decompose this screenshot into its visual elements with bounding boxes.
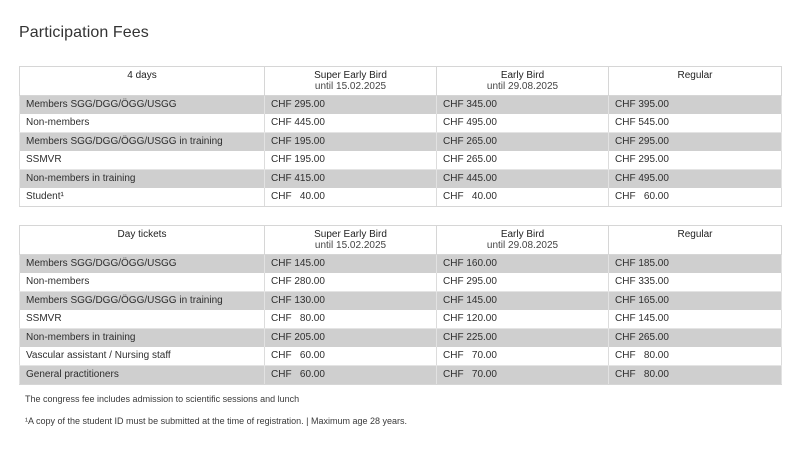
table-row: [20, 170, 782, 189]
price-cell: CHF 165.00: [609, 292, 782, 311]
table-row: [20, 310, 782, 329]
price-cell: CHF 265.00: [437, 151, 609, 170]
price-cell: CHF 545.00: [609, 114, 782, 133]
price-cell: CHF 205.00: [265, 329, 437, 348]
price-cell: CHF 80.00: [609, 347, 782, 366]
row-label: SSMVR: [20, 151, 265, 170]
price-cell: CHF 280.00: [265, 273, 437, 292]
price-cell: CHF 295.00: [609, 133, 782, 152]
page-title: Participation Fees: [19, 24, 149, 41]
column-header: 4 days: [20, 67, 265, 96]
price-cell: CHF 60.00: [265, 347, 437, 366]
price-cell: CHF 40.00: [437, 188, 609, 207]
price-cell: CHF 335.00: [609, 273, 782, 292]
table-header-row: [20, 226, 782, 255]
price-cell: CHF 145.00: [437, 292, 609, 311]
row-label: Members SGG/DGG/ÖGG/USGG: [20, 96, 265, 115]
price-cell: CHF 225.00: [437, 329, 609, 348]
price-cell: CHF 60.00: [609, 188, 782, 207]
price-cell: CHF 195.00: [265, 133, 437, 152]
column-header: Regular: [609, 67, 782, 96]
price-cell: CHF 160.00: [437, 255, 609, 274]
fee-inclusion-note: The congress fee includes admission to scientific sessions and lunch: [25, 394, 300, 404]
price-cell: CHF 265.00: [609, 329, 782, 348]
price-cell: CHF 395.00: [609, 96, 782, 115]
table-row: [20, 329, 782, 348]
table-row: [20, 188, 782, 207]
column-header: Day tickets: [20, 226, 265, 255]
price-cell: CHF 345.00: [437, 96, 609, 115]
price-cell: CHF 495.00: [609, 170, 782, 189]
column-header: Regular: [609, 226, 782, 255]
row-label: SSMVR: [20, 310, 265, 329]
column-header: Super Early Bird until 15.02.2025: [265, 226, 437, 255]
price-cell: CHF 445.00: [437, 170, 609, 189]
table-row: [20, 347, 782, 366]
row-label: Non-members: [20, 273, 265, 292]
row-label: Non-members in training: [20, 170, 265, 189]
price-cell: CHF 295.00: [265, 96, 437, 115]
column-header: Early Bird until 29.08.2025: [437, 67, 609, 96]
table-row: [20, 151, 782, 170]
price-cell: CHF 70.00: [437, 347, 609, 366]
price-cell: CHF 145.00: [609, 310, 782, 329]
table-row: [20, 133, 782, 152]
row-label: Members SGG/DGG/ÖGG/USGG in training: [20, 133, 265, 152]
table-row: [20, 96, 782, 115]
row-label: Vascular assistant / Nursing staff: [20, 347, 265, 366]
price-cell: CHF 70.00: [437, 366, 609, 385]
price-cell: CHF 195.00: [265, 151, 437, 170]
column-header: Super Early Bird until 15.02.2025: [265, 67, 437, 96]
column-header: Early Bird until 29.08.2025: [437, 226, 609, 255]
price-cell: CHF 265.00: [437, 133, 609, 152]
table-row: [20, 366, 782, 385]
row-label: Non-members in training: [20, 329, 265, 348]
table-header-row: [20, 67, 782, 96]
price-cell: CHF 295.00: [609, 151, 782, 170]
row-label: Members SGG/DGG/ÖGG/USGG: [20, 255, 265, 274]
price-cell: CHF 60.00: [265, 366, 437, 385]
four-day-fees-table: [19, 66, 782, 207]
day-ticket-fees-table: [19, 225, 782, 385]
price-cell: CHF 80.00: [609, 366, 782, 385]
table-row: [20, 292, 782, 311]
price-cell: CHF 185.00: [609, 255, 782, 274]
price-cell: CHF 415.00: [265, 170, 437, 189]
student-id-footnote: ¹A copy of the student ID must be submitted at the time of registration. | Maximum age 28 years.: [25, 416, 408, 426]
price-cell: CHF 495.00: [437, 114, 609, 133]
table-row: [20, 273, 782, 292]
row-label: Student¹: [20, 188, 265, 207]
row-label: General practitioners: [20, 366, 265, 385]
price-cell: CHF 120.00: [437, 310, 609, 329]
price-cell: CHF 40.00: [265, 188, 437, 207]
price-cell: CHF 295.00: [437, 273, 609, 292]
row-label: Non-members: [20, 114, 265, 133]
price-cell: CHF 80.00: [265, 310, 437, 329]
price-cell: CHF 445.00: [265, 114, 437, 133]
price-cell: CHF 145.00: [265, 255, 437, 274]
table-row: [20, 114, 782, 133]
price-cell: CHF 130.00: [265, 292, 437, 311]
table-row: [20, 255, 782, 274]
row-label: Members SGG/DGG/ÖGG/USGG in training: [20, 292, 265, 311]
